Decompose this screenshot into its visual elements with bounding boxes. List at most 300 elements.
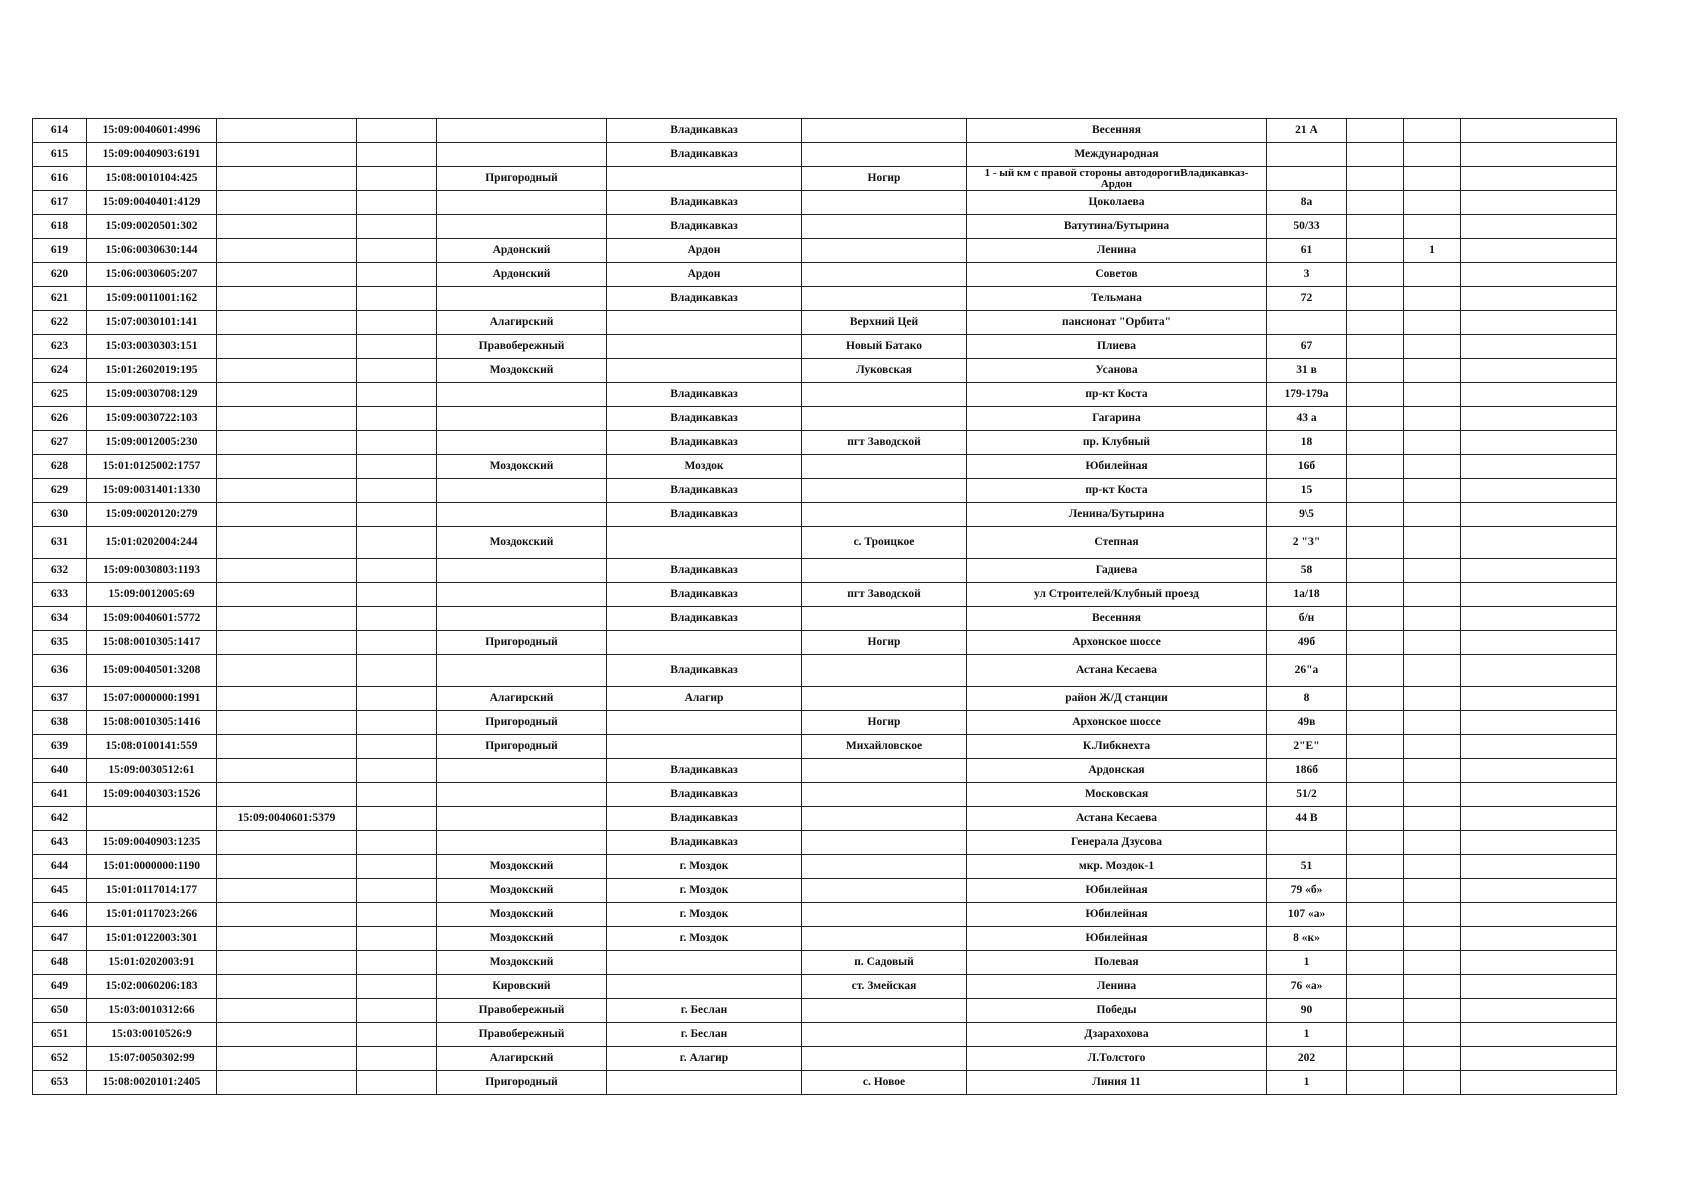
extra-column-2-cell — [1404, 287, 1461, 311]
settlement-cell: пгт Заводской — [802, 431, 967, 455]
table-row — [33, 711, 1617, 735]
extra-column-3-cell — [1461, 215, 1617, 239]
extra-column-2-cell — [1404, 687, 1461, 711]
city-cell: Моздок — [607, 455, 802, 479]
cadastral-number-cell: 15:08:0010305:1417 — [87, 631, 217, 655]
cadastral-number-cell: 15:09:0040601:5772 — [87, 607, 217, 631]
district-cell — [437, 783, 607, 807]
row-number-cell: 633 — [33, 583, 87, 607]
settlement-cell — [802, 783, 967, 807]
cadastral-number-alt-cell: 15:09:0040601:5379 — [217, 807, 357, 831]
extra-column-1-cell — [1347, 455, 1404, 479]
city-cell: Владикавказ — [607, 383, 802, 407]
empty-column-cell — [357, 807, 437, 831]
extra-column-2-cell — [1404, 479, 1461, 503]
settlement-cell — [802, 287, 967, 311]
extra-column-3-cell — [1461, 999, 1617, 1023]
district-cell — [437, 431, 607, 455]
cadastral-number-cell: 15:01:0000000:1190 — [87, 855, 217, 879]
cadastral-number-alt-cell — [217, 655, 357, 687]
row-number-cell: 640 — [33, 759, 87, 783]
cadastral-number-cell: 15:09:0040501:3208 — [87, 655, 217, 687]
row-number-cell: 651 — [33, 1023, 87, 1047]
settlement-cell — [802, 879, 967, 903]
cadastral-number-cell: 15:01:0202003:91 — [87, 951, 217, 975]
district-cell: Правобережный — [437, 999, 607, 1023]
district-cell — [437, 831, 607, 855]
street-cell: Весенняя — [967, 607, 1267, 631]
extra-column-2-cell — [1404, 191, 1461, 215]
settlement-cell — [802, 999, 967, 1023]
house-number-cell: 186б — [1267, 759, 1347, 783]
extra-column-1-cell — [1347, 655, 1404, 687]
settlement-cell: с. Новое — [802, 1071, 967, 1095]
row-number-cell: 615 — [33, 143, 87, 167]
cadastral-number-alt-cell — [217, 903, 357, 927]
row-number-cell: 650 — [33, 999, 87, 1023]
extra-column-1-cell — [1347, 335, 1404, 359]
extra-column-3-cell — [1461, 1071, 1617, 1095]
row-number-cell: 636 — [33, 655, 87, 687]
table-row — [33, 735, 1617, 759]
cadastral-number-cell: 15:03:0010312:66 — [87, 999, 217, 1023]
cadastral-number-cell: 15:06:0030630:144 — [87, 239, 217, 263]
settlement-cell — [802, 831, 967, 855]
house-number-cell: 58 — [1267, 559, 1347, 583]
extra-column-1-cell — [1347, 1023, 1404, 1047]
cadastral-number-cell: 15:01:0117014:177 — [87, 879, 217, 903]
cadastral-number-alt-cell — [217, 311, 357, 335]
extra-column-2-cell — [1404, 759, 1461, 783]
cadastral-number-cell: 15:09:0012005:69 — [87, 583, 217, 607]
cadastral-number-alt-cell — [217, 263, 357, 287]
street-cell: Цоколаева — [967, 191, 1267, 215]
cadastral-number-alt-cell — [217, 215, 357, 239]
extra-column-2-cell — [1404, 503, 1461, 527]
cadastral-number-cell: 15:09:0040903:1235 — [87, 831, 217, 855]
empty-column-cell — [357, 655, 437, 687]
settlement-cell — [802, 655, 967, 687]
empty-column-cell — [357, 999, 437, 1023]
table-row — [33, 583, 1617, 607]
district-cell: Правобережный — [437, 1023, 607, 1047]
extra-column-2-cell — [1404, 559, 1461, 583]
extra-column-3-cell — [1461, 455, 1617, 479]
empty-column-cell — [357, 479, 437, 503]
house-number-cell: 44 В — [1267, 807, 1347, 831]
row-number-cell: 653 — [33, 1071, 87, 1095]
extra-column-1-cell — [1347, 759, 1404, 783]
table-row — [33, 311, 1617, 335]
district-cell: Кировский — [437, 975, 607, 999]
house-number-cell: 1а/18 — [1267, 583, 1347, 607]
extra-column-2-cell — [1404, 311, 1461, 335]
extra-column-3-cell — [1461, 655, 1617, 687]
extra-column-3-cell — [1461, 407, 1617, 431]
settlement-cell: п. Садовый — [802, 951, 967, 975]
extra-column-3-cell — [1461, 711, 1617, 735]
table-body — [33, 119, 1617, 1095]
street-cell: Гагарина — [967, 407, 1267, 431]
extra-column-2-cell — [1404, 951, 1461, 975]
table-row — [33, 383, 1617, 407]
city-cell: Ардон — [607, 239, 802, 263]
extra-column-3-cell — [1461, 951, 1617, 975]
cadastral-number-alt-cell — [217, 951, 357, 975]
street-cell: Полевая — [967, 951, 1267, 975]
cadastral-number-alt-cell — [217, 711, 357, 735]
house-number-cell: 2 "З" — [1267, 527, 1347, 559]
settlement-cell — [802, 407, 967, 431]
empty-column-cell — [357, 711, 437, 735]
house-number-cell: 43 а — [1267, 407, 1347, 431]
extra-column-2-cell — [1404, 143, 1461, 167]
street-cell: К.Либкнехта — [967, 735, 1267, 759]
extra-column-3-cell — [1461, 631, 1617, 655]
house-number-cell: 9\5 — [1267, 503, 1347, 527]
empty-column-cell — [357, 903, 437, 927]
street-cell: Юбилейная — [967, 455, 1267, 479]
extra-column-2-cell — [1404, 1071, 1461, 1095]
extra-column-3-cell — [1461, 759, 1617, 783]
extra-column-3-cell — [1461, 1023, 1617, 1047]
extra-column-1-cell — [1347, 359, 1404, 383]
house-number-cell: 31 в — [1267, 359, 1347, 383]
cadastral-number-cell: 15:08:0020101:2405 — [87, 1071, 217, 1095]
extra-column-2-cell — [1404, 631, 1461, 655]
house-number-cell: 79 «б» — [1267, 879, 1347, 903]
extra-column-3-cell — [1461, 503, 1617, 527]
row-number-cell: 627 — [33, 431, 87, 455]
house-number-cell: 51/2 — [1267, 783, 1347, 807]
house-number-cell: 49в — [1267, 711, 1347, 735]
extra-column-1-cell — [1347, 951, 1404, 975]
property-registry-table — [32, 118, 1617, 1095]
cadastral-number-cell: 15:09:0020120:279 — [87, 503, 217, 527]
cadastral-number-alt-cell — [217, 999, 357, 1023]
cadastral-number-alt-cell — [217, 239, 357, 263]
house-number-cell: 2"Е" — [1267, 735, 1347, 759]
extra-column-1-cell — [1347, 503, 1404, 527]
extra-column-2-cell — [1404, 711, 1461, 735]
extra-column-2-cell — [1404, 455, 1461, 479]
extra-column-3-cell — [1461, 431, 1617, 455]
cadastral-number-alt-cell — [217, 759, 357, 783]
cadastral-number-alt-cell — [217, 407, 357, 431]
cadastral-number-alt-cell — [217, 735, 357, 759]
row-number-cell: 648 — [33, 951, 87, 975]
district-cell — [437, 191, 607, 215]
extra-column-3-cell — [1461, 783, 1617, 807]
city-cell: Владикавказ — [607, 407, 802, 431]
extra-column-2-cell — [1404, 215, 1461, 239]
city-cell — [607, 359, 802, 383]
cadastral-number-alt-cell — [217, 287, 357, 311]
street-cell: Юбилейная — [967, 903, 1267, 927]
city-cell — [607, 311, 802, 335]
street-cell: Плиева — [967, 335, 1267, 359]
settlement-cell — [802, 903, 967, 927]
settlement-cell — [802, 927, 967, 951]
settlement-cell: Луковская — [802, 359, 967, 383]
empty-column-cell — [357, 143, 437, 167]
cadastral-number-alt-cell — [217, 455, 357, 479]
extra-column-2-cell — [1404, 855, 1461, 879]
district-cell — [437, 655, 607, 687]
house-number-cell: 50/33 — [1267, 215, 1347, 239]
city-cell: Владикавказ — [607, 831, 802, 855]
street-cell: Астана Кесаева — [967, 807, 1267, 831]
extra-column-2-cell — [1404, 999, 1461, 1023]
row-number-cell: 619 — [33, 239, 87, 263]
empty-column-cell — [357, 431, 437, 455]
table-row — [33, 807, 1617, 831]
cadastral-number-alt-cell — [217, 431, 357, 455]
house-number-cell: 72 — [1267, 287, 1347, 311]
row-number-cell: 620 — [33, 263, 87, 287]
house-number-cell — [1267, 167, 1347, 191]
city-cell: Владикавказ — [607, 783, 802, 807]
extra-column-3-cell — [1461, 311, 1617, 335]
house-number-cell: 8 — [1267, 687, 1347, 711]
settlement-cell — [802, 1047, 967, 1071]
empty-column-cell — [357, 383, 437, 407]
row-number-cell: 626 — [33, 407, 87, 431]
district-cell — [437, 383, 607, 407]
extra-column-2-cell — [1404, 167, 1461, 191]
empty-column-cell — [357, 1071, 437, 1095]
cadastral-number-alt-cell — [217, 335, 357, 359]
cadastral-number-cell: 15:09:0040303:1526 — [87, 783, 217, 807]
table-row — [33, 167, 1617, 191]
house-number-cell — [1267, 311, 1347, 335]
extra-column-1-cell — [1347, 239, 1404, 263]
extra-column-1-cell — [1347, 607, 1404, 631]
settlement-cell: с. Троицкое — [802, 527, 967, 559]
table-row — [33, 855, 1617, 879]
extra-column-3-cell — [1461, 559, 1617, 583]
empty-column-cell — [357, 407, 437, 431]
settlement-cell: Ногир — [802, 711, 967, 735]
extra-column-3-cell — [1461, 975, 1617, 999]
extra-column-2-cell — [1404, 335, 1461, 359]
city-cell: г. Моздок — [607, 855, 802, 879]
row-number-cell: 641 — [33, 783, 87, 807]
cadastral-number-alt-cell — [217, 831, 357, 855]
city-cell — [607, 975, 802, 999]
extra-column-2-cell — [1404, 1023, 1461, 1047]
city-cell: Ардон — [607, 263, 802, 287]
extra-column-1-cell — [1347, 1047, 1404, 1071]
extra-column-3-cell — [1461, 335, 1617, 359]
settlement-cell — [802, 119, 967, 143]
extra-column-3-cell — [1461, 383, 1617, 407]
extra-column-2-cell — [1404, 903, 1461, 927]
empty-column-cell — [357, 359, 437, 383]
cadastral-number-alt-cell — [217, 1071, 357, 1095]
street-cell: Ватутина/Бутырина — [967, 215, 1267, 239]
row-number-cell: 632 — [33, 559, 87, 583]
row-number-cell: 630 — [33, 503, 87, 527]
table-row — [33, 831, 1617, 855]
street-cell: Юбилейная — [967, 927, 1267, 951]
cadastral-number-cell: 15:09:0040401:4129 — [87, 191, 217, 215]
street-cell: Ленина — [967, 975, 1267, 999]
house-number-cell: 76 «а» — [1267, 975, 1347, 999]
cadastral-number-cell: 15:09:0030708:129 — [87, 383, 217, 407]
row-number-cell: 631 — [33, 527, 87, 559]
city-cell: г. Алагир — [607, 1047, 802, 1071]
house-number-cell: 3 — [1267, 263, 1347, 287]
city-cell: Владикавказ — [607, 607, 802, 631]
cadastral-number-cell: 15:01:0122003:301 — [87, 927, 217, 951]
street-cell: пр. Клубный — [967, 431, 1267, 455]
city-cell: Владикавказ — [607, 287, 802, 311]
extra-column-2-cell — [1404, 655, 1461, 687]
district-cell: Алагирский — [437, 1047, 607, 1071]
table-row — [33, 903, 1617, 927]
cadastral-number-cell: 15:07:0050302:99 — [87, 1047, 217, 1071]
extra-column-1-cell — [1347, 831, 1404, 855]
empty-column-cell — [357, 759, 437, 783]
extra-column-1-cell — [1347, 119, 1404, 143]
settlement-cell: Верхний Цей — [802, 311, 967, 335]
cadastral-number-cell: 15:09:0040903:6191 — [87, 143, 217, 167]
cadastral-number-alt-cell — [217, 687, 357, 711]
extra-column-3-cell — [1461, 583, 1617, 607]
empty-column-cell — [357, 263, 437, 287]
settlement-cell — [802, 855, 967, 879]
district-cell: Моздокский — [437, 951, 607, 975]
house-number-cell: 179-179а — [1267, 383, 1347, 407]
extra-column-2-cell — [1404, 1047, 1461, 1071]
empty-column-cell — [357, 1047, 437, 1071]
table-row — [33, 655, 1617, 687]
house-number-cell: 1 — [1267, 1071, 1347, 1095]
city-cell — [607, 1071, 802, 1095]
house-number-cell: 26"а — [1267, 655, 1347, 687]
empty-column-cell — [357, 455, 437, 479]
house-number-cell: 8 «к» — [1267, 927, 1347, 951]
empty-column-cell — [357, 735, 437, 759]
street-cell: Московская — [967, 783, 1267, 807]
city-cell: г. Беслан — [607, 999, 802, 1023]
extra-column-1-cell — [1347, 711, 1404, 735]
extra-column-3-cell — [1461, 479, 1617, 503]
cadastral-number-alt-cell — [217, 167, 357, 191]
row-number-cell: 642 — [33, 807, 87, 831]
street-cell: пр-кт Коста — [967, 383, 1267, 407]
extra-column-2-cell — [1404, 431, 1461, 455]
cadastral-number-alt-cell — [217, 479, 357, 503]
extra-column-2-cell — [1404, 119, 1461, 143]
row-number-cell: 625 — [33, 383, 87, 407]
extra-column-3-cell — [1461, 167, 1617, 191]
cadastral-number-cell: 15:09:0012005:230 — [87, 431, 217, 455]
cadastral-number-alt-cell — [217, 119, 357, 143]
district-cell — [437, 119, 607, 143]
table-row — [33, 1047, 1617, 1071]
extra-column-1-cell — [1347, 215, 1404, 239]
district-cell: Правобережный — [437, 335, 607, 359]
row-number-cell: 634 — [33, 607, 87, 631]
extra-column-1-cell — [1347, 903, 1404, 927]
district-cell: Моздокский — [437, 855, 607, 879]
extra-column-2-cell — [1404, 735, 1461, 759]
settlement-cell: пгт Заводской — [802, 583, 967, 607]
row-number-cell: 652 — [33, 1047, 87, 1071]
house-number-cell: 1 — [1267, 951, 1347, 975]
settlement-cell: Михайловское — [802, 735, 967, 759]
extra-column-1-cell — [1347, 527, 1404, 559]
district-cell: Моздокский — [437, 927, 607, 951]
district-cell: Алагирский — [437, 687, 607, 711]
cadastral-number-alt-cell — [217, 583, 357, 607]
cadastral-number-alt-cell — [217, 879, 357, 903]
table-row — [33, 527, 1617, 559]
settlement-cell: ст. Змейская — [802, 975, 967, 999]
extra-column-1-cell — [1347, 431, 1404, 455]
district-cell — [437, 503, 607, 527]
street-cell: район Ж/Д станции — [967, 687, 1267, 711]
table-row — [33, 951, 1617, 975]
extra-column-1-cell — [1347, 975, 1404, 999]
city-cell: Владикавказ — [607, 807, 802, 831]
cadastral-number-cell: 15:09:0031401:1330 — [87, 479, 217, 503]
table-row — [33, 503, 1617, 527]
district-cell — [437, 143, 607, 167]
empty-column-cell — [357, 311, 437, 335]
house-number-cell: 51 — [1267, 855, 1347, 879]
extra-column-1-cell — [1347, 383, 1404, 407]
extra-column-2-cell — [1404, 359, 1461, 383]
table-row — [33, 879, 1617, 903]
table-row — [33, 559, 1617, 583]
table-row — [33, 759, 1617, 783]
table-row — [33, 455, 1617, 479]
cadastral-number-cell: 15:07:0030101:141 — [87, 311, 217, 335]
row-number-cell: 616 — [33, 167, 87, 191]
row-number-cell: 644 — [33, 855, 87, 879]
settlement-cell — [802, 383, 967, 407]
row-number-cell: 639 — [33, 735, 87, 759]
house-number-cell: 16б — [1267, 455, 1347, 479]
city-cell — [607, 951, 802, 975]
city-cell — [607, 527, 802, 559]
cadastral-number-alt-cell — [217, 927, 357, 951]
cadastral-number-alt-cell — [217, 975, 357, 999]
cadastral-number-cell: 15:09:0011001:162 — [87, 287, 217, 311]
district-cell: Пригородный — [437, 631, 607, 655]
extra-column-2-cell — [1404, 607, 1461, 631]
city-cell: Владикавказ — [607, 759, 802, 783]
empty-column-cell — [357, 527, 437, 559]
extra-column-3-cell — [1461, 855, 1617, 879]
city-cell — [607, 711, 802, 735]
table-row — [33, 215, 1617, 239]
extra-column-3-cell — [1461, 1047, 1617, 1071]
district-cell: Пригородный — [437, 1071, 607, 1095]
cadastral-number-alt-cell — [217, 191, 357, 215]
settlement-cell — [802, 455, 967, 479]
city-cell: Владикавказ — [607, 191, 802, 215]
cadastral-number-alt-cell — [217, 631, 357, 655]
empty-column-cell — [357, 287, 437, 311]
extra-column-1-cell — [1347, 735, 1404, 759]
extra-column-1-cell — [1347, 927, 1404, 951]
district-cell — [437, 215, 607, 239]
table-row — [33, 607, 1617, 631]
